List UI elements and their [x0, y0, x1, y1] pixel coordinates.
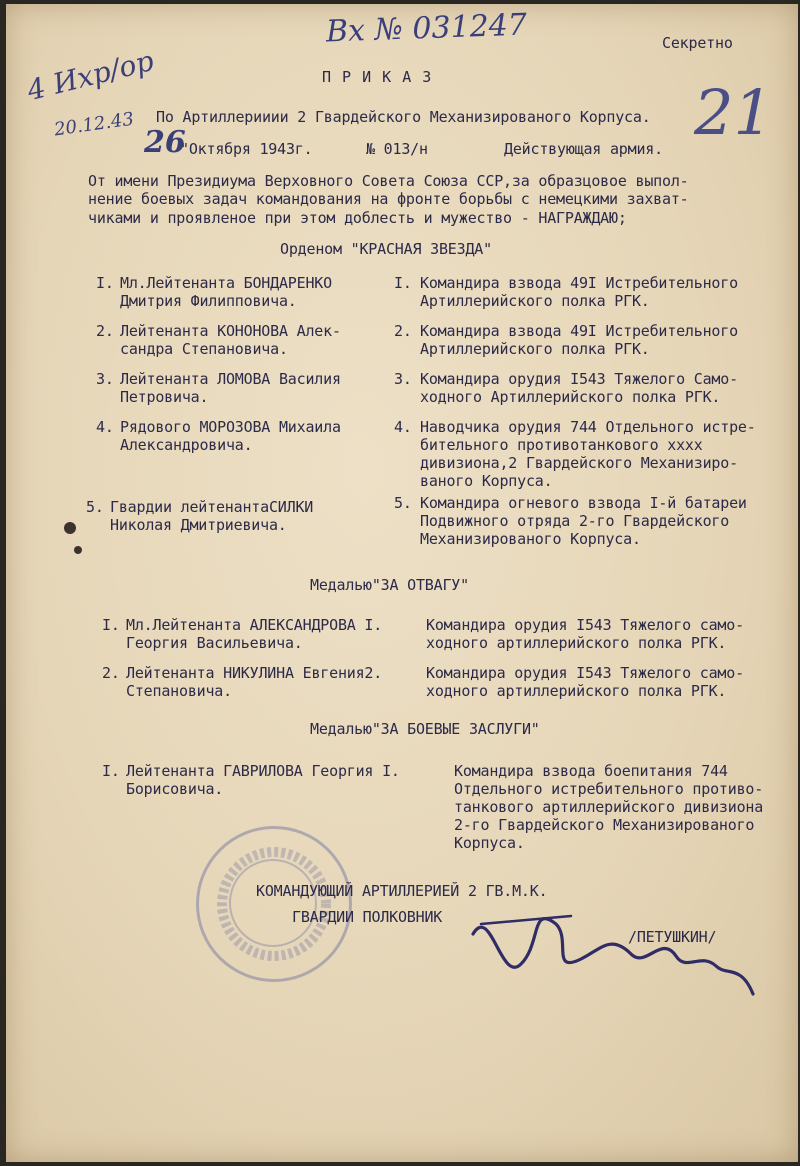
entry-name: Лейтенанта НИКУЛИНА Евгения2.: [126, 664, 383, 682]
entry-role-number: 3.: [394, 370, 412, 388]
entry-role-number: 4.: [394, 418, 412, 436]
entry-number: 2.: [96, 322, 114, 340]
document-subtitle: По Артиллерииии 2 Гвардейского Механизированого Корпуса.: [156, 108, 651, 126]
document-title: П Р И К А З: [322, 68, 433, 86]
entry-name: Николая Дмитриевича.: [110, 516, 287, 534]
entry-role: Командира орудия I543 Тяжелого само-: [426, 616, 744, 634]
section-heading: Медалью"ЗА ОТВАГУ": [310, 576, 469, 594]
entry-role: Наводчика орудия 744 Отдельного истре-: [420, 418, 756, 436]
entry-role: ваного Корпуса.: [420, 472, 553, 490]
entry-role-number: 5.: [394, 494, 412, 512]
entry-name: Рядового МОРОЗОВА Михаила: [120, 418, 341, 436]
entry-name: Степановича.: [126, 682, 232, 700]
reference-number: Вх № 031247: [325, 7, 528, 50]
margin-note: 4 Ихр/ор: [23, 43, 158, 108]
entry-name: Петровича.: [120, 388, 209, 406]
entry-role: Командира взвода 49I Истребительного: [420, 274, 738, 292]
entry-number: I.: [102, 762, 120, 780]
entry-role: дивизиона,2 Гвардейского Механизиро-: [420, 454, 738, 472]
commander-title: КОМАНДУЮЩИЙ АРТИЛЛЕРИЕЙ 2 ГВ.М.К.: [256, 882, 548, 900]
commander-name: /ПЕТУШКИН/: [628, 928, 717, 946]
entry-name: Дмитрия Филипповича.: [120, 292, 297, 310]
section-heading: Орденом "КРАСНАЯ ЗВЕЗДА": [280, 240, 492, 258]
punch-hole: [74, 546, 82, 554]
entry-role: Командира взвода боепитания 744: [454, 762, 728, 780]
entry-role: бительного противотанкового хххх: [420, 436, 703, 454]
entry-number: 3.: [96, 370, 114, 388]
order-number: № 013/н: [366, 140, 428, 158]
punch-hole: [64, 522, 76, 534]
entry-name: Александровича.: [120, 436, 253, 454]
order-place: Действующая армия.: [504, 140, 663, 158]
entry-name: сандра Степановича.: [120, 340, 288, 358]
commander-rank: ГВАРДИИ ПОЛКОВНИК: [292, 908, 443, 926]
entry-role: ходного артиллерийского полка РГК.: [426, 682, 727, 700]
entry-name: Мл.Лейтенанта АЛЕКСАНДРОВА I.: [126, 616, 383, 634]
entry-role: Корпуса.: [454, 834, 525, 852]
entry-role: Артиллерийского полка РГК.: [420, 340, 650, 358]
entry-role: Командира орудия I543 Тяжелого Само-: [420, 370, 738, 388]
intro-line-1: От имени Президиума Верховного Совета Союза ССР,за образцовое выпол-: [88, 172, 689, 190]
margin-date: 20.12.43: [52, 108, 136, 141]
entry-number: 4.: [96, 418, 114, 436]
entry-role: Командира огневого взвода I-й батареи: [420, 494, 747, 512]
entry-role: ходного Артиллерийского полка РГК.: [420, 388, 721, 406]
official-seal: [196, 826, 352, 982]
seal-ring-icon: [207, 837, 341, 971]
entry-role: Артиллерийского полка РГК.: [420, 292, 650, 310]
entry-role-number: 2.: [394, 322, 412, 340]
entry-number: I.: [96, 274, 114, 292]
intro-line-2: нение боевых задач командования на фронте борьбы с немецкими захват-: [88, 190, 689, 208]
entry-role: Отдельного истребительного противо-: [454, 780, 764, 798]
intro-line-3: чиками и проявленое при этом доблесть и мужество - НАГРАЖДАЮ;: [88, 209, 627, 227]
entry-name: Лейтенанта КОНОНОВА Алек-: [120, 322, 341, 340]
entry-name: Борисовича.: [126, 780, 224, 798]
entry-role: Командира орудия I543 Тяжелого само-: [426, 664, 744, 682]
page-number-handwritten: 21: [694, 76, 773, 149]
entry-role: танкового артиллерийского дивизиона: [454, 798, 764, 816]
document-page: [6, 4, 798, 1162]
classification-label: Секретно: [662, 34, 733, 52]
entry-role: Командира взвода 49I Истребительного: [420, 322, 738, 340]
entry-role: Подвижного отряда 2-го Гвардейского: [420, 512, 730, 530]
entry-role: Механизированого Корпуса.: [420, 530, 641, 548]
entry-role: 2-го Гвардейского Механизированого: [454, 816, 755, 834]
day-handwritten: 26: [144, 125, 186, 160]
signature-icon: [461, 894, 761, 1014]
order-date: "Октября 1943г.: [180, 140, 313, 158]
entry-name: Лейтенанта ГАВРИЛОВА Георгия I.: [126, 762, 400, 780]
entry-number: 2.: [102, 664, 120, 682]
entry-name: Мл.Лейтенанта БОНДАРЕНКО: [120, 274, 332, 292]
entry-role: ходного артиллерийского полка РГК.: [426, 634, 727, 652]
entry-number: 5.: [86, 498, 104, 516]
section-heading: Медалью"ЗА БОЕВЫЕ ЗАСЛУГИ": [310, 720, 540, 738]
entry-name: Георгия Васильевича.: [126, 634, 303, 652]
entry-name: Лейтенанта ЛОМОВА Василия: [120, 370, 341, 388]
entry-number: I.: [102, 616, 120, 634]
entry-role-number: I.: [394, 274, 412, 292]
entry-name: Гвардии лейтенантаСИЛКИ: [110, 498, 314, 516]
